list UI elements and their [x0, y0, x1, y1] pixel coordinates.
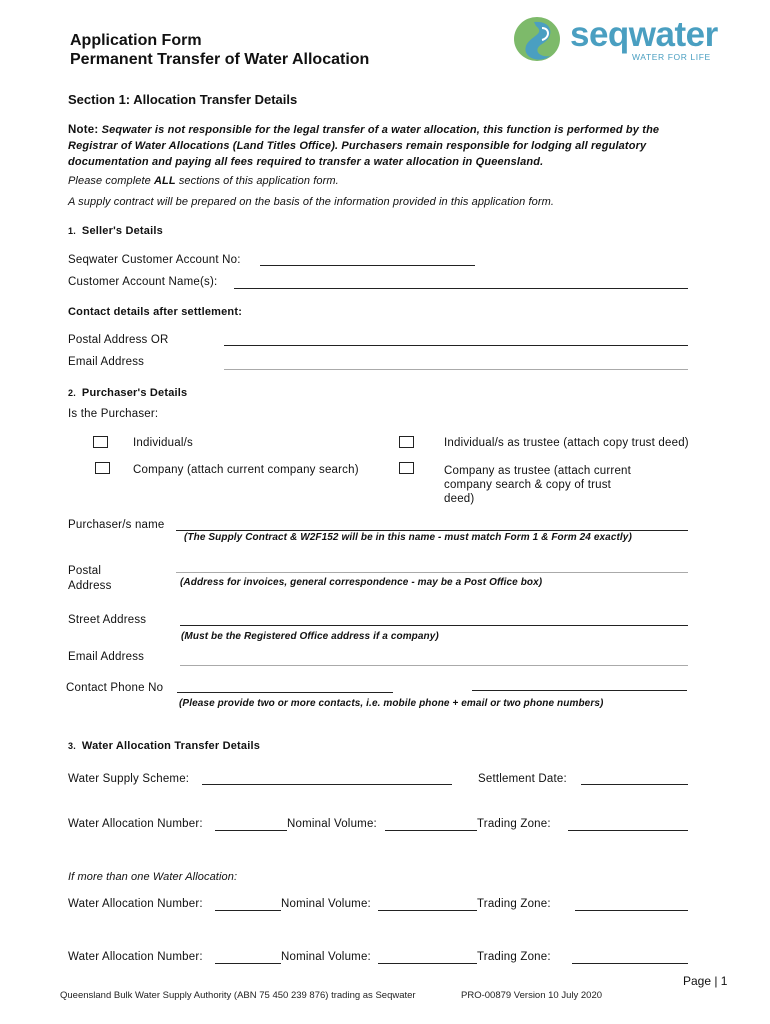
section-heading: Section 1: Allocation Transfer Details	[68, 92, 298, 107]
account-no-field[interactable]	[260, 265, 475, 266]
phone-label: Contact Phone No	[66, 682, 164, 694]
zone-field-3[interactable]	[572, 963, 688, 964]
company-trustee-label: Company as trustee (attach current company search & copy of trust deed)	[444, 465, 632, 505]
wan-label-1: Water Allocation Number:	[68, 818, 203, 830]
nominal-label-2: Nominal Volume:	[281, 898, 371, 910]
complete-instruction: Please complete ALL sections of this application form.	[68, 175, 339, 187]
footer-authority: Queensland Bulk Water Supply Authority (ABN 75 450 239 876) trading as Seqwater	[60, 990, 416, 1001]
nominal-label-1: Nominal Volume:	[287, 818, 377, 830]
contract-instruction: A supply contract will be prepared on the basis of the information provided in this application form.	[68, 196, 555, 208]
droplet-logo-icon	[512, 14, 568, 64]
nominal-field-3[interactable]	[378, 963, 477, 964]
seller-heading: 1. Seller's Details	[68, 225, 163, 237]
form-title: Application Form	[70, 32, 202, 49]
street-address-label: Street Address	[68, 614, 147, 626]
nominal-field-2[interactable]	[378, 910, 477, 911]
contact-heading: Contact details after settlement:	[68, 306, 243, 318]
company-label: Company (attach current company search)	[133, 464, 359, 476]
wan-field-1[interactable]	[215, 830, 287, 831]
street-address-field[interactable]	[180, 625, 688, 626]
settlement-field[interactable]	[581, 784, 688, 785]
zone-label-1: Trading Zone:	[477, 818, 551, 830]
note-paragraph	[68, 122, 710, 170]
logo-tagline: WATER FOR LIFE	[632, 52, 711, 62]
purchaser-heading: 2. Purchaser's Details	[68, 387, 188, 399]
seller-email-label: Email Address	[68, 356, 145, 368]
individual-trustee-label: Individual/s as trustee (attach copy trust deed)	[444, 437, 689, 449]
purchaser-type-label: Is the Purchaser:	[68, 408, 159, 420]
wan-field-3[interactable]	[215, 963, 281, 964]
scheme-label: Water Supply Scheme:	[68, 773, 190, 785]
more-allocations-note: If more than one Water Allocation:	[68, 871, 238, 883]
zone-label-3: Trading Zone:	[477, 951, 551, 963]
zone-label-2: Trading Zone:	[477, 898, 551, 910]
seller-email-field[interactable]	[224, 369, 688, 370]
purchaser-name-hint: (The Supply Contract & W2F152 will be in this name - must match Form 1 & Form 24 exactly)	[184, 532, 632, 543]
logo-wordmark: seqwater	[570, 15, 718, 54]
wan-label-3: Water Allocation Number:	[68, 951, 203, 963]
wan-field-2[interactable]	[215, 910, 281, 911]
individual-checkbox[interactable]	[93, 436, 108, 448]
wan-label-2: Water Allocation Number:	[68, 898, 203, 910]
company-checkbox[interactable]	[95, 462, 110, 474]
form-subtitle: Permanent Transfer of Water Allocation	[70, 51, 370, 68]
purchaser-name-field[interactable]	[176, 530, 688, 531]
seller-postal-field[interactable]	[224, 345, 688, 346]
seller-postal-label: Postal Address OR	[68, 334, 169, 346]
phone-field-2[interactable]	[472, 690, 687, 691]
individual-label: Individual/s	[133, 437, 193, 449]
purchaser-email-label: Email Address	[68, 651, 145, 663]
zone-field-2[interactable]	[575, 910, 688, 911]
account-name-field[interactable]	[234, 288, 688, 289]
phone-field-1[interactable]	[177, 692, 393, 693]
settlement-label: Settlement Date:	[478, 773, 567, 785]
purchaser-email-field[interactable]	[180, 665, 688, 666]
purchaser-postal-label: Postal Address	[68, 565, 112, 592]
note-label: Note:	[68, 124, 99, 136]
transfer-heading: 3. Water Allocation Transfer Details	[68, 740, 261, 752]
nominal-field-1[interactable]	[385, 830, 477, 831]
scheme-field[interactable]	[202, 784, 452, 785]
account-no-label: Seqwater Customer Account No:	[68, 254, 241, 266]
nominal-label-3: Nominal Volume:	[281, 951, 371, 963]
footer-doc-id: PRO-00879 Version 10 July 2020	[461, 990, 603, 1001]
purchaser-postal-hint: (Address for invoices, general correspondence - may be a Post Office box)	[180, 577, 543, 588]
purchaser-postal-field[interactable]	[176, 572, 688, 573]
seqwater-logo	[512, 14, 722, 64]
phone-hint: (Please provide two or more contacts, i.e. mobile phone + email or two phone numbers)	[179, 698, 604, 709]
purchaser-name-label: Purchaser/s name	[68, 519, 165, 531]
company-trustee-checkbox[interactable]	[399, 462, 414, 474]
note-text: Seqwater is not responsible for the legal transfer of a water allocation, this function is performed by the Registrar of Water Allocations (Land Titles Office). Purchasers remain responsible for lodging all regulatory documentation and paying all fees required to transfer a water allocation in Queensland.	[68, 124, 660, 168]
street-address-hint: (Must be the Registered Office address if a company)	[181, 631, 439, 642]
zone-field-1[interactable]	[568, 830, 688, 831]
individual-trustee-checkbox[interactable]	[399, 436, 414, 448]
page-number: Page | 1	[683, 974, 728, 988]
account-name-label: Customer Account Name(s):	[68, 276, 218, 288]
